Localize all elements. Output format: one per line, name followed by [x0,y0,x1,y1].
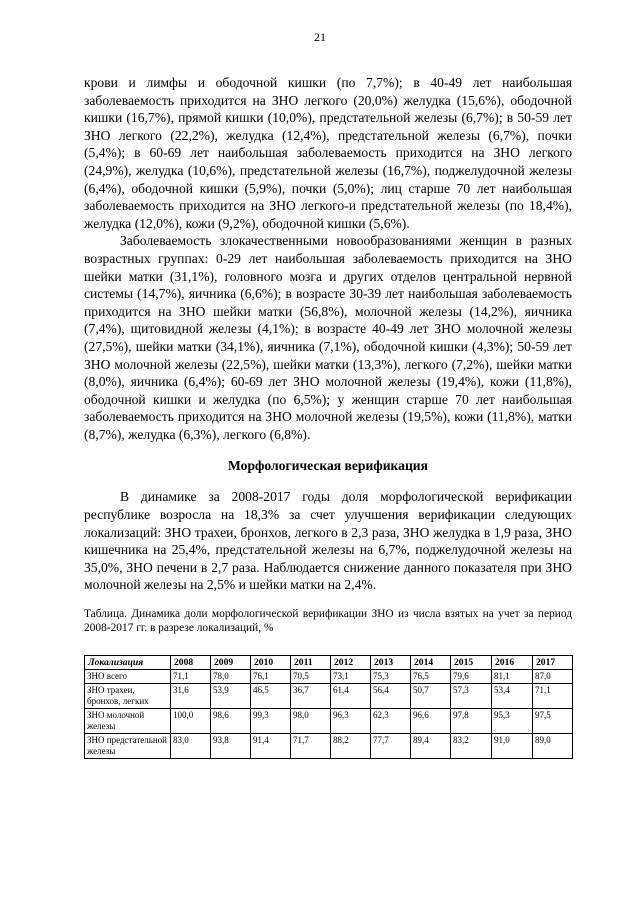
table-caption: Таблица. Динамика доли морфологической верификации ЗНО из числа взятых на учет за период 2008-2017 гг. в разрезе локализаций, % [84,608,572,635]
table-cell: 71,1 [533,684,573,709]
table-cell: 71,1 [171,670,211,684]
table-cell: 76,5 [411,670,451,684]
table-cell: 76,1 [251,670,291,684]
table-cell: 81,1 [492,670,533,684]
table-cell: ЗНО трахеи, бронхов, легких [85,684,171,709]
table-cell: 46,5 [251,684,291,709]
table-row [85,709,573,734]
paragraph-men-incidence: крови и лимфы и ободочной кишки (по 7,7%); в 40-49 лет наибольшая заболеваемость приходится на ЗНО легкого (20,0%) желудка (15,6%), ободочной кишки (16,7%), прямой кишки (10,0%), предстательной железы (6,7%); в 50-59 лет ЗНО легкого (22,2%), желудка (12,4%), предстательной железы (6,7%), почки (5,4%); в 60-69 лет наибольшая заболеваемость приходится на ЗНО легкого (24,9%), желудка (10,6%), предстательной железы (16,7%), поджелудочной железы (6,4%), ободочной кишки (5,9%), почки (5,0%); лиц старше 70 лет наибольшая заболеваемость приходится на ЗНО легкого-и предстательной железы (по 18,4%), желудка (12,0%), кожи (9,2%), ободочной кишки (5,6%). [84,75,572,231]
table-cell: 53,9 [211,684,251,709]
table-cell: 70,5 [291,670,331,684]
column-header: Локализация [85,656,171,670]
table-cell: 77,7 [371,734,411,759]
table-cell: 87,0 [533,670,573,684]
table-row [85,670,573,684]
table-cell: ЗНО молочной железы [85,709,171,734]
column-header: 2016 [492,656,533,670]
table-cell: 50,7 [411,684,451,709]
table-cell: 71,7 [291,734,331,759]
table-cell: 91,4 [251,734,291,759]
table-cell: 83,2 [451,734,492,759]
table-row [85,684,573,709]
table-cell: ЗНО предстательной железы [85,734,171,759]
column-header: 2015 [451,656,492,670]
table-cell: 79,6 [451,670,492,684]
page-number: 21 [314,30,326,44]
page-content [84,74,572,759]
column-header: 2014 [411,656,451,670]
table-cell: 75,3 [371,670,411,684]
table-cell: 98,0 [291,709,331,734]
table-cell: 97,8 [451,709,492,734]
table-cell: 96,3 [331,709,371,734]
table-cell: 88,2 [331,734,371,759]
table-cell: 36,7 [291,684,331,709]
table-row [85,734,573,759]
table-cell: 31,6 [171,684,211,709]
verification-table [84,655,573,759]
table-cell: 83,0 [171,734,211,759]
column-header: 2010 [251,656,291,670]
column-header: 2017 [533,656,573,670]
table-cell: 61,4 [331,684,371,709]
section-heading: Морфологическая верификация [228,458,428,474]
paragraph-verification: В динамике за 2008-2017 годы доля морфологической верификации республике возросла на 18,3% за счет улучшения верификации следующих локализаций: ЗНО трахеи, бронхов, легкого в 2,3 раза, ЗНО желудка в 1,9 раза, ЗНО кишечника на 25,4%, предстательной железы на 6,7%, поджелудочной железы на 35,0%, ЗНО печени в 2,7 раза. Наблюдается снижение данного показателя при ЗНО молочной железы на 2,5% и шейки матки на 2,4%. [84,489,572,593]
column-header: 2012 [331,656,371,670]
column-header: 2008 [171,656,211,670]
table-cell: 96,6 [411,709,451,734]
paragraph-women-incidence: Заболеваемость злокачественными новообразованиями женщин в разных возрастных группах: 0-29 лет наибольшая заболеваемость приходится на ЗНО шейки матки (31,1%), головного мозга и других отделов центральной нервной системы (14,7%), яичника (6,6%); в возрасте 30-39 лет наибольшая заболеваемость приходится на ЗНО шейки матки (56,8%), молочной железы (14,2%), яичника (7,4%), щитовидной железы (4,1%); в возрасте 40-49 лет ЗНО молочной железы (27,5%), шейки матки (34,1%), яичника (7,1%), ободочной кишки (4,3%); 50-59 лет ЗНО молочной железы (22,5%), шейки матки (13,3%), легкого (7,2%), шейки матки (8,0%), яичника (6,4%); 60-69 лет ЗНО молочной железы (19,4%), кожи (11,8%), ободочной кишки и желудка (по 6,5%); у женщин старше 70 лет наибольшая заболеваемость приходится на ЗНО молочной железы (19,5%), кожи (11,8%), матки (8,7%), желудка (6,3%), легкого (6,8%). [84,233,572,442]
column-header: 2009 [211,656,251,670]
table-cell: 53,4 [492,684,533,709]
table-cell: 62,3 [371,709,411,734]
table-cell: 99,3 [251,709,291,734]
table-cell: 100,0 [171,709,211,734]
table-cell: 98,6 [211,709,251,734]
column-header: 2011 [291,656,331,670]
table-cell: 78,0 [211,670,251,684]
table-cell: 56,4 [371,684,411,709]
table-cell: 73,1 [331,670,371,684]
table-cell: 89,4 [411,734,451,759]
table-header-row [85,656,573,670]
table-cell: 89,0 [533,734,573,759]
table-cell: 97,5 [533,709,573,734]
table-cell: ЗНО всего [85,670,171,684]
table-cell: 57,3 [451,684,492,709]
table-cell: 93,8 [211,734,251,759]
table-cell: 91,0 [492,734,533,759]
table-cell: 95,3 [492,709,533,734]
column-header: 2013 [371,656,411,670]
